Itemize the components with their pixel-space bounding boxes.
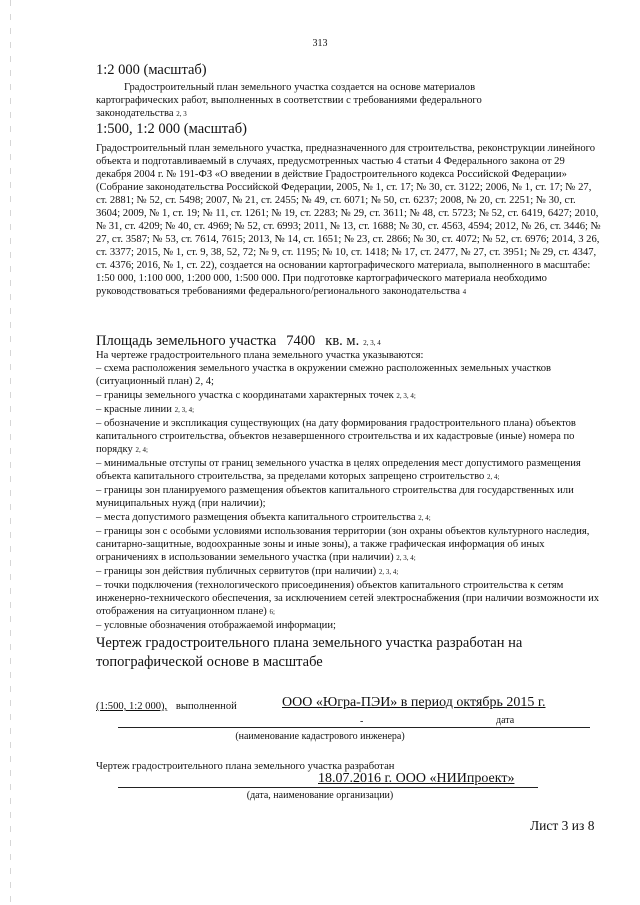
scan-edge-decoration <box>10 0 11 905</box>
dev-value: 18.07.2016 г. ООО «НИИпроект» <box>318 771 515 786</box>
paragraph-materials <box>96 81 536 121</box>
list-item: – границы зон с особыми условиями использования территории (зон охраны объектов культурного наследия, санитарно-защитные, водоохранные зоны и иные зоны), а также графическая информация об иных ограничениях в использовании земельного участка (при наличии) 2, 3, 4; <box>96 526 590 563</box>
list-item: – минимальные отступы от границ земельного участка в целях определения мест допустимого размещения объекта капитального строительства, за пределами которых запрещено строительство 2, 4; <box>96 458 581 482</box>
list-item: – точки подключения (технологического присоединения) объектов капитального строительства к сетям инженерно-технического обеспечения, за исключением сетей электроснабжения (при наличии возможности их отображения на ситуационном плане) 6; <box>96 580 600 617</box>
topo-date-label: дата <box>496 715 515 726</box>
drawing-intro: На чертеже градостроительного плана земельного участка указываются: <box>96 350 424 361</box>
topo-scale <box>96 700 237 713</box>
paragraph-linear-object-text: Градостроительный план земельного участка, предназначенного для строительства, реконструкции линейного объекта и подготавливаемый в случаях, предусмотренных частью 4 статьи 4 Федерального закона от 29 декабря 2004 г. № 191-ФЗ «О введении в действие Градостроительного кодекса Российской Федерации» (Собрание законодательства Российской Федерации, 2005, № 1, ст. 17; № 30, ст. 3122; 2006, № 1, ст. 17; № 27, ст. 2881; № 52, ст. 5498; 2007, № 21, ст. 2455; № 49, ст. 6071; № 50, ст. 6237; 2008, № 20, ст. 2251; № 30, ст. 3604; 2009, № 1, ст. 19; № 11, ст. 1261; № 19, ст. 2283; № 29, ст. 3611; № 48, ст. 5723; № 52, ст. 6419, 6427; 2010, № 31, ст. 4209; № 40, ст. 4969; № 52, ст. 6993; 2011, № 13, ст. 1688; № 30, ст. 4563, 4594; 2012, № 26, ст. 3446; № 27, ст. 3587; № 53, ст. 7614, 7615; 2013, № 14, ст. 1651; № 23, ст. 2866; № 30, ст. 4072; № 52, ст. 6976; 2014, 3 26, ст. 3377; 2015, № 1, ст. 9, 38, 52, 72; № 9, ст. 1195; № 10, ст. 1418; № 17, ст. 2477, № 27, ст. 3951; № 29, ст. 4347, ст. 4376; 2016, № 1, ст. 22), создается на основании картографического материала, выполненного в масштабе: 1:50 000, 1:100 000, 1:200 000, 1:500 000. При подготовке картографического материала необходимо руководствоваться требованиями федерального/регионального законодательства <box>96 143 601 297</box>
list-item: – границы земельного участка с координатами характерных точек 2, 3, 4; <box>96 390 416 401</box>
list-item: – границы зон действия публичных сервитутов (при наличии) 2, 3, 4; <box>96 566 399 577</box>
paragraph-linear-object <box>96 142 602 299</box>
scale-heading-1: 1:2 000 (масштаб) <box>96 62 207 78</box>
area-refs: 2, 3, 4 <box>363 339 381 347</box>
area-line <box>96 332 381 350</box>
list-item: – условные обозначения отображаемой информации; <box>96 620 336 631</box>
list-item: – схема расположения земельного участка в окружении смежно расположенных земельных участков (ситуационный план) 2, 4; <box>96 363 552 387</box>
topo-org-period: ООО «Югра-ПЭИ» в период октябрь 2015 г. <box>282 695 546 710</box>
topo-scale-value: (1:500, 1:2 000), <box>96 701 168 712</box>
scale-heading-2: 1:500, 1:2 000 (масштаб) <box>96 121 247 137</box>
paragraph-linear-object-refs: 4 <box>462 288 467 296</box>
engineer-line <box>118 727 590 728</box>
sheet-number: Лист 3 из 8 <box>530 818 595 833</box>
list-item: – места допустимого размещения объекта капитального строительства 2, 4; <box>96 512 431 523</box>
dev-text: Чертеж градостроительного плана земельного участка разработан <box>96 761 395 772</box>
dev-line <box>118 787 538 788</box>
topo-heading: Чертеж градостроительного плана земельного участка разработан на топографической основе в масштабе <box>96 635 523 670</box>
paragraph-materials-refs: 2, 3 <box>176 110 187 118</box>
topo-dash: - <box>360 716 364 727</box>
area-unit: кв. м. <box>325 333 360 349</box>
list-item: – границы зон планируемого размещения объектов капитального строительства для государственных или муниципальных нужд (при наличии); <box>96 485 574 509</box>
list-item: – обозначение и экспликация существующих (на дату формирования градостроительного плана) объектов капитального строительства, объектов незавершенного строительства и их кадастровые (иные) номера по порядку 2, 4; <box>96 418 576 455</box>
area-value: 7400 <box>286 333 316 349</box>
list-item: – красные линии 2, 3, 4; <box>96 404 195 415</box>
dev-caption: (дата, наименование организации) <box>246 790 394 801</box>
area-label: Площадь земельного участка <box>96 333 277 349</box>
drawing-list <box>96 349 602 633</box>
engineer-caption: (наименование кадастрового инженера) <box>235 731 405 742</box>
paragraph-materials-text: Градостроительный план земельного участка создается на основе материалов картографических работ, выполненных в соответствии с требованиями федерального законодательства <box>96 82 482 119</box>
topo-performed: выполненной <box>175 701 237 712</box>
page-number: 313 <box>312 38 328 49</box>
